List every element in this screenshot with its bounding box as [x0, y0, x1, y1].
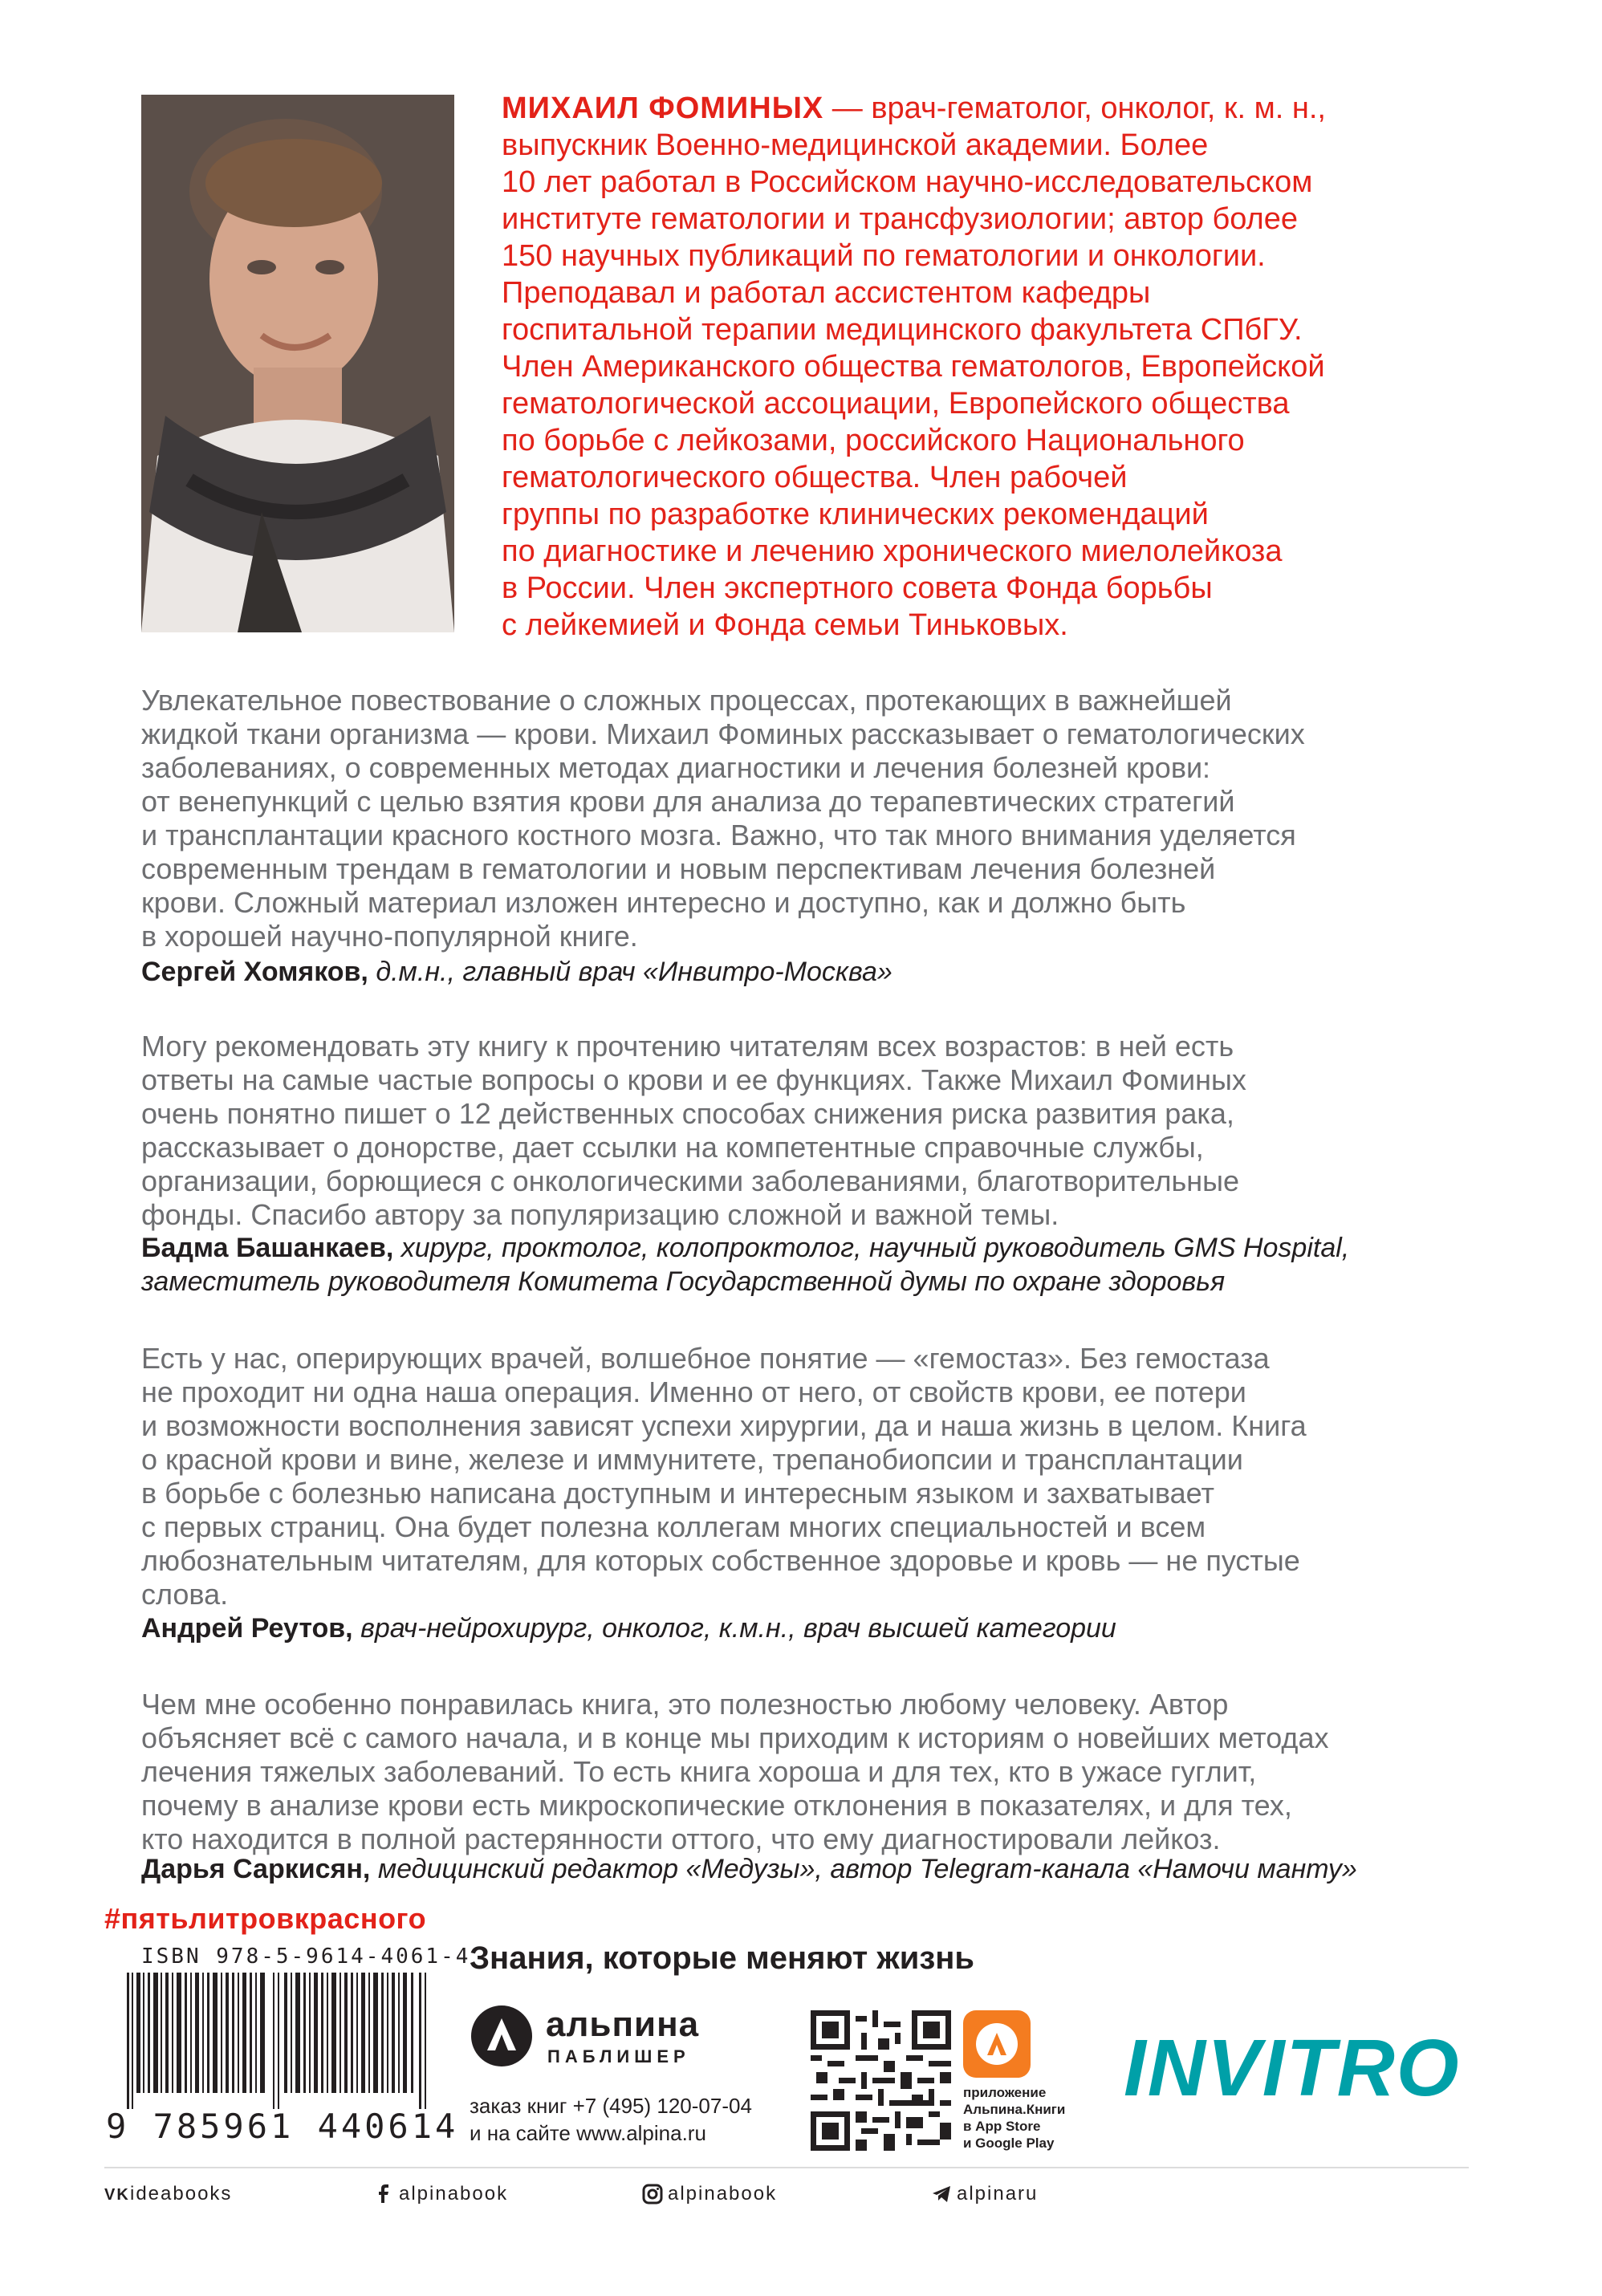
review-text: Чем мне особенно понравилась книга, это полезностью любому человеку. Автор объясняет всё с самого начала, и в конце мы приходим к историям о новейших методах лечения тяжелых заболеваний. То есть книга хороша и для тех, кто в ужасе гуглит, почему в анализе крови есть микроскопические отклонения в показателях, и для тех, кто находится в полной растерянности оттого, что ему диагностировали лейкоз. [141, 1688, 1329, 1855]
invitro-logo: INVITRO [1124, 2023, 1461, 2113]
app-availability: приложение Альпина.Книги в App Store и Google Play [963, 2085, 1066, 2151]
barcode-number: 9 785961 440614 [106, 2107, 459, 2146]
review-signature: Андрей Реутов, врач-нейрохирург, онколог, к.м.н., врач высшей категории [141, 1613, 1116, 1644]
alpina-logo-icon [470, 2004, 534, 2068]
instagram-icon [642, 2184, 663, 2205]
social-telegram[interactable]: alpinaru [931, 2183, 1038, 2205]
facebook-icon [373, 2184, 394, 2205]
isbn: ISBN 978-5-9614-4061-4 [141, 1944, 471, 1969]
divider [104, 2167, 1469, 2168]
qr-code [811, 2010, 951, 2151]
order-info: заказ книг +7 (495) 120-07-04 и на сайте www.alpina.ru [470, 2094, 752, 2145]
hashtag: #пятьлитровкрасного [104, 1902, 427, 1935]
svg-text:VK: VK [104, 2186, 130, 2204]
social-vk[interactable]: VK ideabooks [104, 2183, 233, 2205]
publisher-name: альпина [546, 2005, 700, 2044]
barcode [127, 1973, 432, 2109]
telegram-icon [931, 2184, 952, 2205]
social-facebook[interactable]: alpinabook [373, 2183, 508, 2205]
author-bio: МИХАИЛ ФОМИНЫХ — врач-гематолог, онколог, к. м. н., выпускник Военно-медицинской академии. Более 10 лет работал в Российском научно-исследовательском институте гематологии и трансфузиологии; автор более 150 научных публикаций по гематологии и онкологии. Преподавал и работал ассистентом кафедры госпитальной терапии медицинского факультета СПбГУ. Член Американского общества гематологов, Европейской гематологической ассоциации, Европейского общества по борьбе с лейкозами, российского Национального гематологического общества. Член рабочей группы по разработке клинических рекомендаций по диагностике и лечению хронического миелолейкоза в России. Член экспертного совета Фонда борьбы с лейкемией и Фонда семьи Тиньковых. [502, 91, 1326, 642]
alpina-app-icon [963, 2010, 1031, 2078]
review-signature: Бадма Башанкаев, хирург, проктолог, колопроктолог, научный руководитель GMS Hospital, заместитель руководителя Комитета Государственной думы по охране здоровья [141, 1233, 1350, 1297]
review-text: Увлекательное повествование о сложных процессах, протекающих в важнейшей жидкой ткани организма — крови. Михаил Фоминых рассказывает о гематологических заболеваниях, о современных методах диагностики и лечения болезней крови: от венепункций с целью взятия крови для анализа до терапевтических стратегий и трансплантации красного костного мозга. Важно, что так много внимания уделяется современным трендам в гематологии и новым перспективам лечения болезней крови. Сложный материал изложен интересно и доступно, как и должно быть в хорошей научно-популярной книге. [141, 684, 1305, 953]
review-signature: Дарья Саркисян, медицинский редактор «Медузы», автор Telegram-канала «Намочи манту» [141, 1854, 1357, 1884]
social-instagram[interactable]: alpinabook [642, 2183, 777, 2205]
author-photo [141, 95, 454, 632]
publisher-slogan: Знания, которые меняют жизнь [470, 1940, 974, 1976]
author-name: МИХАИЛ ФОМИНЫХ [502, 91, 824, 125]
review-text: Есть у нас, оперирующих врачей, волшебное понятие — «гемостаз». Без гемостаза не проходит ни одна наша операция. Именно от него, от свойств крови, ее потери и возможности восполнения зависят успехи хирургии, да и наша жизнь в целом. Книга о красной крови и вине, железе и иммунитете, трепанобиопсии и трансплантации в борьбе с болезнью написана доступным и интересным языком и захватывает с первых страниц. Она будет полезна коллегам многих специальностей и всем любознательным читателям, для которых собственное здоровье и кровь — не пустые слова. [141, 1342, 1307, 1611]
review-text: Могу рекомендовать эту книгу к прочтению читателям всех возрастов: в ней есть ответы на самые частые вопросы о крови и ее функциях. Также Михаил Фоминых очень понятно пишет о 12 действенных способах снижения риска развития рака, рассказывает о донорстве, дает ссылки на компетентные справочные службы, организации, борющиеся с онкологическими заболеваниями, благотворительные фонды. Спасибо автору за популяризацию сложной и важной темы. [141, 1030, 1246, 1231]
review-signature: Сергей Хомяков, д.м.н., главный врач «Инвитро-Москва» [141, 957, 892, 987]
publisher-sub: ПАБЛИШЕР [547, 2046, 690, 2066]
vk-icon [104, 2184, 130, 2205]
